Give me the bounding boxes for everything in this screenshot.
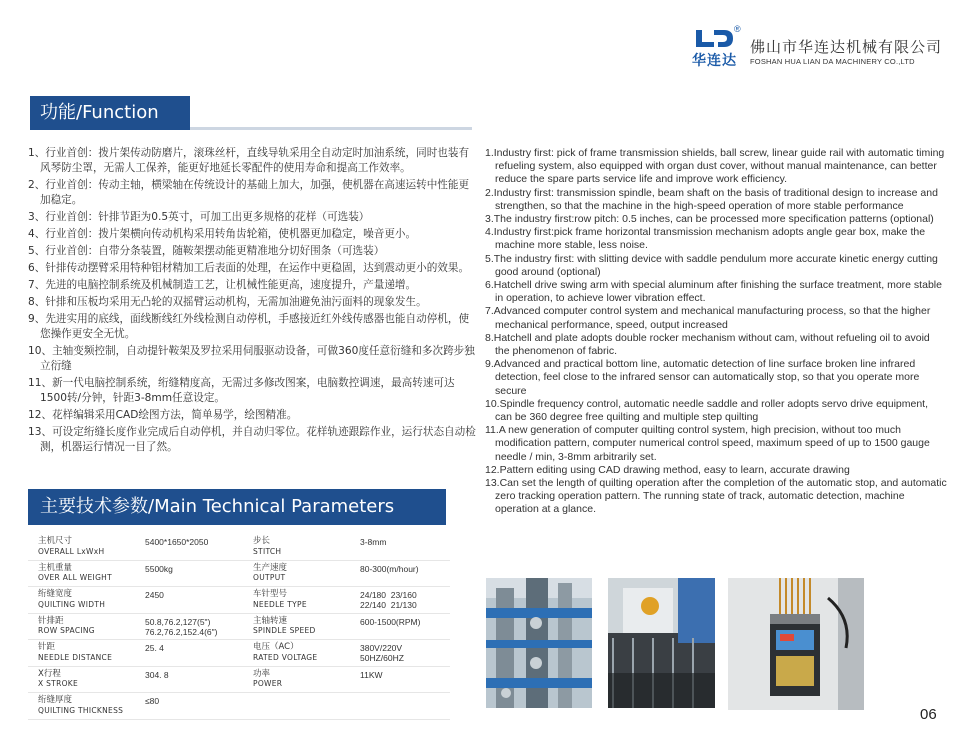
- param-label-cn: 主机尺寸: [38, 536, 73, 546]
- param-label-cn: 主轴转速: [253, 615, 288, 626]
- function-item-en: 1.Industry first: pick of frame transmission shields, ball screw, linear guide rail with automatic timing refueling system, also equipped with organ dust cover, without manual maintenance, can better reduce the spare parts service life and improve work efficiency.: [485, 147, 945, 186]
- function-item-cn: 10、主轴变频控制，自动提针鞍架及罗拉采用伺服驱动设备，可做360度任意衍缝和多次跨步独立衍缝: [28, 345, 475, 372]
- param-label-cn: 功率: [253, 668, 271, 679]
- param-label-en: SPINDLE SPEED: [253, 626, 316, 635]
- param-value: 24/180 23/160 22/140 21/130: [360, 590, 417, 610]
- function-item-cn: 7、先进的电脑控制系统及机械制造工艺，让机械性能更高，速度提升，产量递增。: [28, 279, 417, 291]
- param-row: [28, 640, 450, 667]
- function-item-cn: 11、新一代电脑控制系统，绗缝精度高，无需过多修改图案，电脑数控调速，最高转速可达1500转/分钟，针距3-8mm任意设定。: [28, 377, 455, 404]
- param-label: [38, 590, 105, 609]
- param-label-cn: 车针型号: [253, 589, 288, 599]
- page-number: 06: [920, 706, 937, 723]
- param-label: [38, 643, 112, 662]
- function-item-en: 8.Hatchell and plate adopts double rocker mechanism without cam, without refueling oil to avoid the phenomenon of fabric.: [485, 331, 930, 358]
- function-item-en: 4.Industry first:pick frame horizontal transmission mechanism adopts angle gear box, make the machine more stable, less noise.: [485, 226, 926, 252]
- company-name-cn: 佛山市华连达机械有限公司: [750, 38, 943, 56]
- param-label-en: OVER ALL WEIGHT: [38, 573, 113, 582]
- param-label-cn: 电压（AC）: [253, 642, 299, 652]
- param-row: [28, 614, 450, 641]
- params-title: 主要技术参数/Main Technical Parameters: [28, 489, 446, 525]
- param-label: [38, 670, 78, 689]
- param-label: [38, 537, 104, 556]
- param-label-cn: X行程: [38, 668, 61, 679]
- param-label: [38, 564, 112, 583]
- company-logo: [692, 24, 742, 69]
- param-label-en: POWER: [253, 679, 283, 688]
- param-label-en: NEEDLE TYPE: [253, 599, 307, 609]
- param-label: [38, 617, 95, 636]
- company-name-en: FOSHAN HUA LIAN DA MACHINERY CO.,LTD: [750, 57, 915, 66]
- param-value: 80-300(m/hour): [360, 563, 419, 574]
- function-list-cn: [28, 146, 476, 457]
- param-label: [38, 696, 123, 715]
- param-label: [253, 617, 316, 636]
- function-item-cn: 8、针排和压板均采用无凸轮的双摇臂运动机构，无需加油避免油污面料的现象发生。: [28, 296, 427, 308]
- function-item-en: 7.Advanced computer control system and mechanical manufacturing process, so that the higher mechanical performance, speed, output increased: [485, 305, 931, 331]
- param-label: [253, 643, 317, 662]
- param-label-en: X STROKE: [38, 679, 79, 688]
- param-row: [28, 693, 450, 720]
- param-label-en: QUILTING THICKNESS: [38, 705, 124, 715]
- function-item-cn: 5、行业首创：自带分条装置，随鞍架摆动能更精准地分切好围条（可选装）: [28, 245, 385, 257]
- param-value: 25. 4: [145, 643, 164, 653]
- param-label-cn: 绗缝宽度: [38, 589, 73, 599]
- param-row: [28, 587, 450, 614]
- logo-text: 华连达: [692, 53, 737, 69]
- param-row: [28, 561, 450, 588]
- param-label: [253, 537, 281, 556]
- param-value: 3-8mm: [360, 537, 387, 547]
- param-value: 2450: [145, 590, 164, 600]
- function-item-en: 3.The industry first:row pitch: 0.5 inches, can be processed more specification patterns (optional): [485, 213, 934, 226]
- function-item-cn: 1、行业首创：拨片架传动防磨片，滚珠丝杆，直线导轨采用全自动定时加油系统，同时也装有风琴防尘罩，无需人工保养，能更好地延长零配件的使用寿命和提高工作效率。: [28, 147, 470, 174]
- function-item-cn: 9、先进实用的底线，面线断线红外线检测自动停机，手感接近红外线传感器也能自动停机，使您操作更安全无忧。: [28, 313, 470, 340]
- function-item-cn: 3、行业首创：针排节距为0.5英寸，可加工出更多规格的花样（可选装）: [28, 211, 370, 223]
- param-label: [253, 590, 307, 609]
- function-list-en: [485, 147, 947, 517]
- function-item-en: 12.Pattern editing using CAD drawing method, easy to learn, accurate drawing: [485, 463, 850, 476]
- param-label-en: STITCH: [253, 546, 282, 556]
- function-item-en: 2.Industry first: transmission spindle, beam shaft on the basis of traditional design to increase and strengthen, so that the machine in the high-speed operation of more stable performance: [485, 186, 938, 212]
- machine-photo-lubrication: [728, 578, 864, 710]
- param-row: [28, 534, 450, 561]
- param-value: 380V/220V 50HZ/60HZ: [360, 643, 404, 663]
- hld-logo-icon: [694, 28, 734, 50]
- param-value: 5400*1650*2050: [145, 537, 209, 547]
- param-value: 600-1500(RPM): [360, 616, 421, 627]
- param-value: 5500kg: [145, 563, 173, 574]
- param-label-cn: 绗缝厚度: [38, 695, 73, 705]
- param-label-en: OVERALL LxWxH: [38, 546, 105, 556]
- function-item-en: 11.A new generation of computer quilting control system, high precision, without too much modification pattern, computer numerical control speed, maximum speed of up to 1500 gauge needle / min, 3-8mm arbitrarily set.: [485, 424, 930, 463]
- param-label-cn: 针距: [38, 642, 56, 652]
- param-row: [28, 667, 450, 694]
- params-table: [28, 534, 450, 720]
- function-divider: [190, 127, 472, 130]
- param-value: 50.8,76.2,127(5") 76.2,76.2,152.4(6"): [145, 616, 218, 637]
- param-label-en: OUTPUT: [253, 573, 286, 582]
- param-label-cn: 生产速度: [253, 562, 288, 573]
- param-label-cn: 针排距: [38, 615, 64, 626]
- param-label-en: NEEDLE DISTANCE: [38, 652, 113, 662]
- function-item-en: 9.Advanced and practical bottom line, automatic detection of line surface broken line infrared detection, feel close to the infrared sensor can automatically stop, so that you operate more secure: [485, 358, 920, 397]
- machine-photo-chain: [486, 578, 592, 708]
- param-label: [253, 564, 287, 583]
- param-value: 304. 8: [145, 669, 169, 680]
- param-label-cn: 步长: [253, 536, 271, 546]
- function-item-cn: 6、针排传动摆臂采用特种铝材精加工后表面的处理，在运作中更稳固，达到震动更小的效果。: [28, 262, 470, 274]
- param-label-en: ROW SPACING: [38, 626, 95, 635]
- param-label-cn: 主机重量: [38, 562, 73, 573]
- function-item-en: 10.Spindle frequency control, automatic needle saddle and roller adopts servo drive equipment, can be 360 degree free quilting and multiple step quilting: [485, 397, 929, 424]
- param-value: 11KW: [360, 669, 383, 680]
- function-item-cn: 12、花样编辑采用CAD绘图方法，简单易学，绘图精准。: [28, 409, 298, 421]
- function-item-cn: 4、行业首创：拨片架横向传动机构采用转角齿轮箱，使机器更加稳定，噪音更小。: [28, 228, 417, 240]
- function-item-cn: 13、可设定绗缝长度作业完成后自动停机，并自动归零位。花样轨迹跟踪作业，运行状态自动检测，机器运行情况一目了然。: [28, 426, 476, 453]
- function-item-en: 6.Hatchell drive swing arm with special aluminum after finishing the surface treatment, more stable in operation, to achieve lower vibration effect.: [485, 279, 942, 305]
- param-label-en: QUILTING WIDTH: [38, 599, 106, 609]
- function-item-en: 13.Can set the length of quilting operation after the completion of the automatic stop, and automatic zero tracking operation pattern. The running state of track, automatic detection, machine operation at a glance.: [485, 477, 947, 516]
- function-item-en: 5.The industry first: with slitting device with saddle pendulum more accurate kinetic energy cutting good around (optional): [485, 252, 938, 278]
- function-item-cn: 2、行业首创：传动主轴，横梁轴在传统设计的基础上加大，加强，使机器在高速运转中性能更加稳定。: [28, 179, 470, 206]
- registered-mark: ®: [734, 24, 741, 34]
- function-title: 功能/Function: [30, 96, 190, 130]
- param-label: [253, 670, 282, 689]
- param-label-en: RATED VOLTAGE: [253, 652, 318, 662]
- machine-photo-sensor: [608, 578, 715, 708]
- param-value: ≤80: [145, 696, 160, 706]
